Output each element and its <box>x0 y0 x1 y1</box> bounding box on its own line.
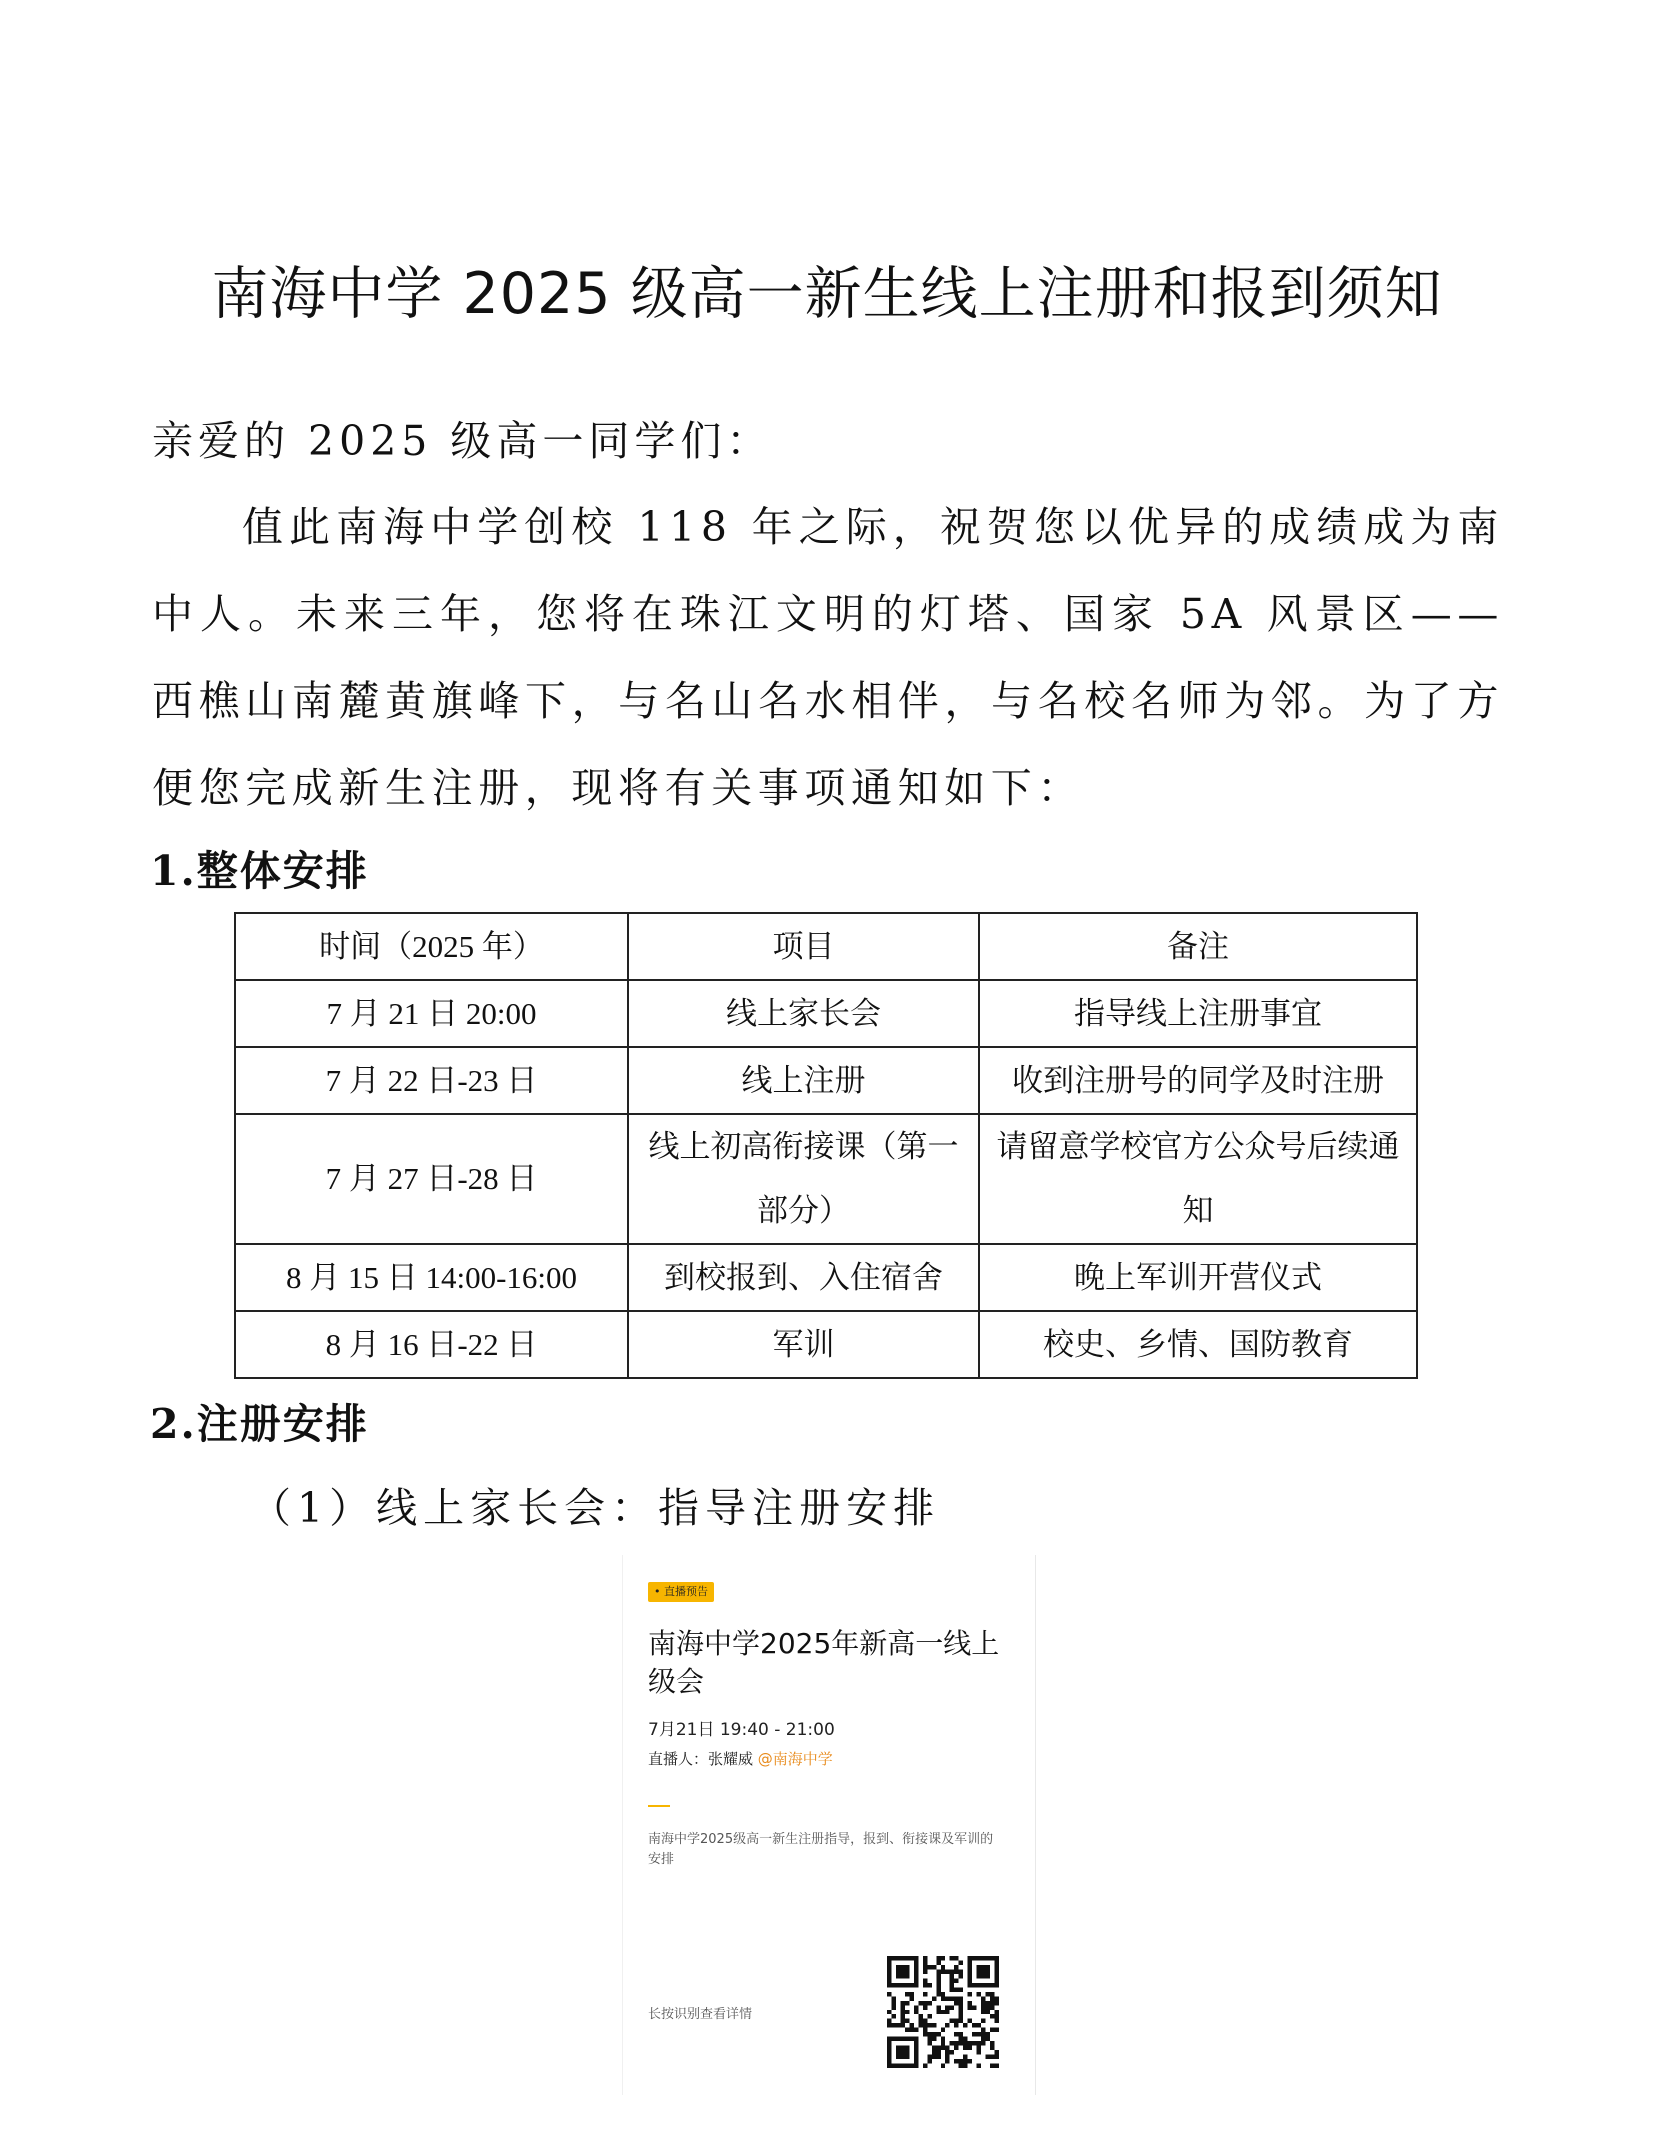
table-cell: 线上初高衔接课（第一部分） <box>628 1114 979 1244</box>
poster-host-label: 直播人：张耀威 <box>648 1750 754 1768</box>
table-cell: 收到注册号的同学及时注册 <box>979 1047 1417 1114</box>
table-row <box>235 1047 1417 1114</box>
table-row <box>235 1114 1417 1244</box>
live-preview-badge: • 直播预告 <box>648 1582 714 1602</box>
table-cell: 校史、乡情、国防教育 <box>979 1311 1417 1378</box>
sub-item-parent-meeting: （1）线上家长会：指导注册安排 <box>250 1484 941 1532</box>
poster-time: 7月21日 19:40 - 21:00 <box>648 1720 835 1740</box>
header-cell-item: 项目 <box>628 913 979 980</box>
section-heading-overall: 1.整体安排 <box>150 847 369 895</box>
table-cell: 到校报到、入住宿舍 <box>628 1244 979 1311</box>
table-row <box>235 980 1417 1047</box>
poster-description: 南海中学2025级高一新生注册指导，报到、衔接课及军训的安排 <box>648 1832 994 1867</box>
section-heading-registration: 2.注册安排 <box>150 1400 369 1448</box>
table-header-row <box>235 913 1417 980</box>
table-cell: 军训 <box>628 1311 979 1378</box>
table-row <box>235 1244 1417 1311</box>
table-cell: 7 月 21 日 20:00 <box>235 980 628 1047</box>
table-cell: 7 月 22 日-23 日 <box>235 1047 628 1114</box>
poster-divider <box>648 1805 670 1807</box>
table-cell: 晚上军训开营仪式 <box>979 1244 1417 1311</box>
poster-title: 南海中学2025年新高一线上级会 <box>648 1627 1000 1698</box>
table-cell: 线上注册 <box>628 1047 979 1114</box>
header-cell-note: 备注 <box>979 913 1417 980</box>
greeting: 亲爱的 2025 级高一同学们： <box>152 417 773 465</box>
table-cell: 8 月 16 日-22 日 <box>235 1311 628 1378</box>
table-row <box>235 1311 1417 1378</box>
schedule-table <box>234 912 1418 1379</box>
intro-paragraph: 值此南海中学创校 118 年之际，祝贺您以优异的成绩成为南中人。未来三年，您将在珠江文明的灯塔、国家 5A 风景区——西樵山南麓黄旗峰下，与名山名水相伴，与名校名师为邻。为了方便您完成新生注册，现将有关事项通知如下： <box>152 503 1504 812</box>
table-cell: 指导线上注册事宜 <box>979 980 1417 1047</box>
table-cell: 线上家长会 <box>628 980 979 1047</box>
poster-host <box>648 1748 833 1769</box>
page-title: 南海中学 2025 级高一新生线上注册和报到须知 <box>211 261 1443 327</box>
header-cell-time: 时间（2025 年） <box>235 913 628 980</box>
poster-host-handle[interactable]: @南海中学 <box>757 1750 833 1768</box>
poster-hint: 长按识别查看详情 <box>648 2007 753 2022</box>
table-cell: 请留意学校官方公众号后续通知 <box>979 1114 1417 1244</box>
table-cell: 8 月 15 日 14:00-16:00 <box>235 1244 628 1311</box>
qr-code-icon[interactable] <box>887 1956 999 2068</box>
live-stream-poster <box>622 1555 1036 2095</box>
table-cell: 7 月 27 日-28 日 <box>235 1114 628 1244</box>
